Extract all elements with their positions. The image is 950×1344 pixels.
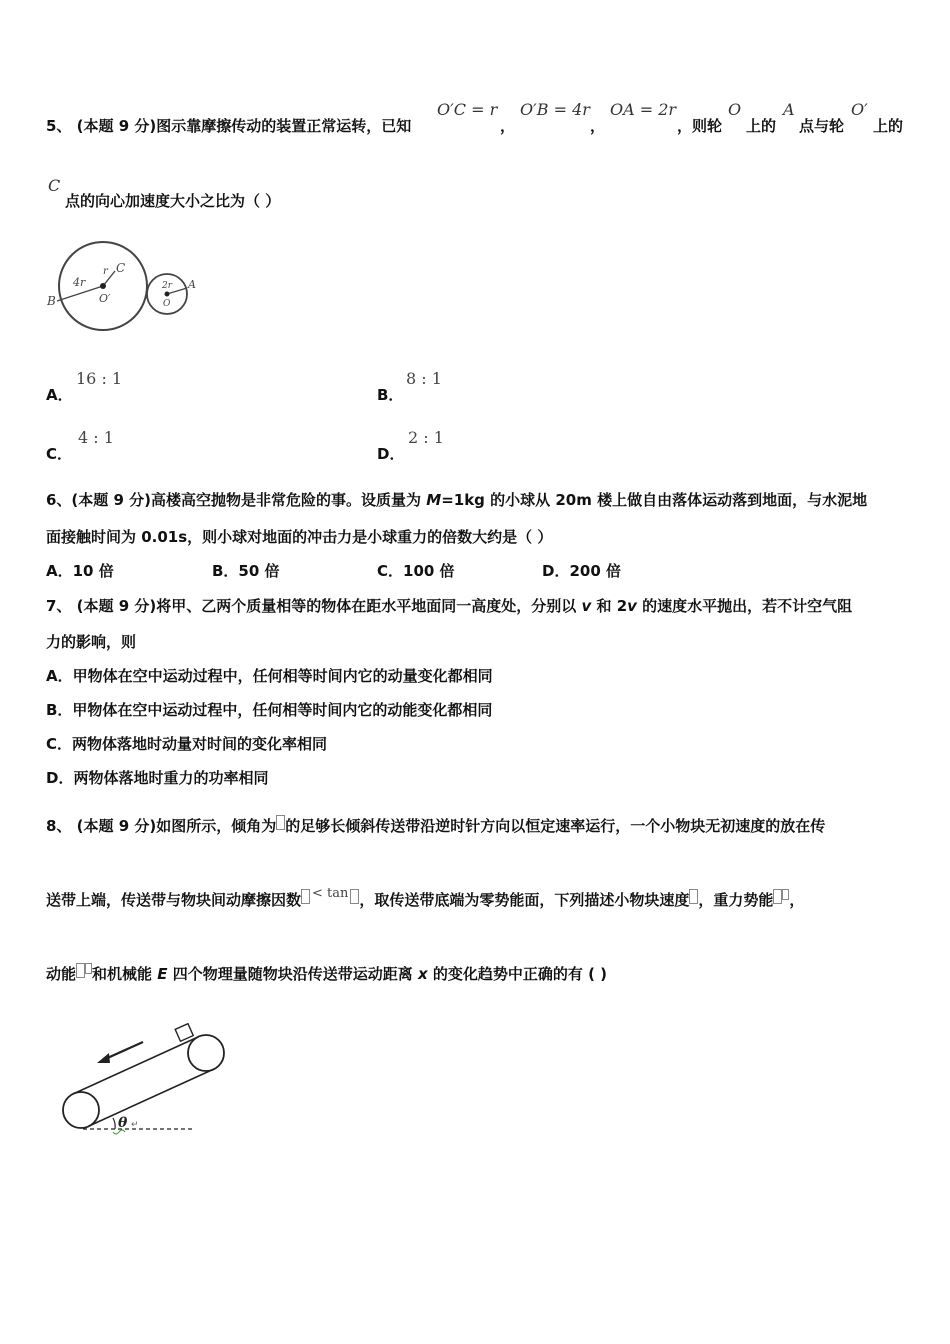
label-a: A [188,278,196,291]
label-oprime: O′ [99,292,111,305]
missing-glyph-icon [76,963,85,978]
q6-line1 [46,489,867,510]
q5-math-oar: OA = 2r [610,100,677,119]
q7-line2: 力的影响，则 [46,633,137,651]
q5-math-a: A [783,100,795,119]
q8-line3c: 四个物理量随物块沿传送带运动距离 [167,965,418,983]
return-mark: ↵ [131,1120,139,1130]
q8-line2c: ，重力势能 [698,891,774,909]
q5-mid3: 点与轮 [799,117,845,135]
q5-option-c-value[interactable]: 4 : 1 [78,428,114,447]
q8-var-e: E [157,965,168,983]
missing-glyph-icon [773,889,782,904]
missing-glyph-icon [85,963,92,974]
q8-line3a: 动能 [46,965,77,983]
label-4r: 4r [73,276,86,289]
q6-var-m: M [426,491,442,509]
q7-option-b[interactable]: B．甲物体在空中运动过程中，任何相等时间内它的动能变化都相同 [46,701,493,719]
q5-math-ocr: O′C = r [437,100,498,119]
q5-option-d-letter[interactable]: D． [377,445,405,463]
q5-option-d-value[interactable]: 2 : 1 [408,428,444,447]
q6-option-d[interactable]: D．200 倍 [542,562,621,580]
missing-glyph-icon [301,889,310,904]
q5-option-b-value[interactable]: 8 : 1 [406,369,442,388]
upper-roller [188,1035,224,1071]
label-c: C [116,261,126,275]
q6-option-b[interactable]: B．50 倍 [212,562,280,580]
lower-roller [63,1092,99,1128]
center-oprime [100,283,106,289]
q8-line3d: 的变化趋势中正确的有 ( ) [427,965,608,983]
q7-var-v2: v [627,597,637,615]
q5-prefix: 5、 (本题 9 分)图示靠摩擦传动的装置正常运转，已知 [46,117,412,135]
q6-line1a: 6、(本题 9 分)高楼高空抛物是非常危险的事。设质量为 [46,491,427,509]
q6-line2: 面接触时间为 0.01s，则小球对地面的冲击力是小球重力的倍数大约是（ ） [46,528,553,546]
q7-var-v1: v [581,597,592,615]
q8-line2 [46,886,805,910]
q7-line1b: 和 2 [591,597,628,615]
q8-line2a: 送带上端，传送带与物块间动摩擦因数 [46,891,302,909]
q7-option-d[interactable]: D．两物体落地时重力的功率相同 [46,769,269,787]
q7-line1c: 的速度水平抛出，若不计空气阻 [636,597,853,615]
label-r: r [103,266,108,277]
angle-arc [113,1118,115,1129]
q5-math-c: C [48,176,61,195]
q8-cond: < tan [312,886,349,901]
q5-mid1: ，则轮 [677,117,723,135]
q6-line1b: =1kg 的小球从 20m 楼上做自由落体运动落到地面，与水泥地 [441,491,868,509]
q5-sep2: ， [590,117,606,135]
q8-line3 [46,963,607,984]
motion-arrow-head [97,1053,110,1063]
q7-line1a: 7、 (本题 9 分)将甲、乙两个质量相等的物体在距水平地面同一高度处，分别以 [46,597,582,615]
label-2r: 2r [162,281,173,291]
q5-sep1: ， [500,117,516,135]
q7-line1 [46,595,852,616]
q8-conveyor-figure [55,1018,245,1143]
q8-line1a: 8、 (本题 9 分)如图所示，倾角为 [46,817,277,835]
q5-option-a-letter[interactable]: A． [46,386,73,404]
q5-option-a-value[interactable]: 16 : 1 [76,369,123,388]
q5-math-o: O [728,100,742,119]
theta-label: θ [118,1115,128,1131]
q5-option-b-letter[interactable]: B． [377,386,404,404]
q8-line2d: ， [789,891,805,909]
q5-mid4: 上的 [873,117,904,135]
q5-option-c-letter[interactable]: C． [46,445,73,463]
q6-option-c[interactable]: C．100 倍 [377,562,455,580]
q5-mid2: 上的 [746,117,777,135]
q5-line2: 点的向心加速度大小之比为（ ） [65,192,281,210]
q6-option-a[interactable]: A．10 倍 [46,562,114,580]
missing-glyph-icon [276,815,285,830]
q8-line1 [46,815,825,836]
q8-line3b: 和机械能 [92,965,158,983]
q8-var-x: x [417,965,428,983]
q8-line2b: ，取传送带底端为零势能面，下列描述小物块速度 [359,891,690,909]
q7-option-a[interactable]: A．甲物体在空中运动过程中，任何相等时间内它的动量变化都相同 [46,667,493,685]
q7-option-c[interactable]: C．两物体落地时动量对时间的变化率相同 [46,735,328,753]
q5-math-obr: O′B = 4r [520,100,590,119]
label-b: B [47,294,56,308]
q5-math-oprime: O′ [851,100,868,119]
q8-line1b: 的足够长倾斜传送带沿逆时针方向以恒定速率运行，一个小物块无初速度的放在传 [285,817,826,835]
block [175,1024,193,1042]
q5-wheels-figure [45,238,205,333]
center-o [165,292,170,297]
label-o: O [163,299,171,309]
